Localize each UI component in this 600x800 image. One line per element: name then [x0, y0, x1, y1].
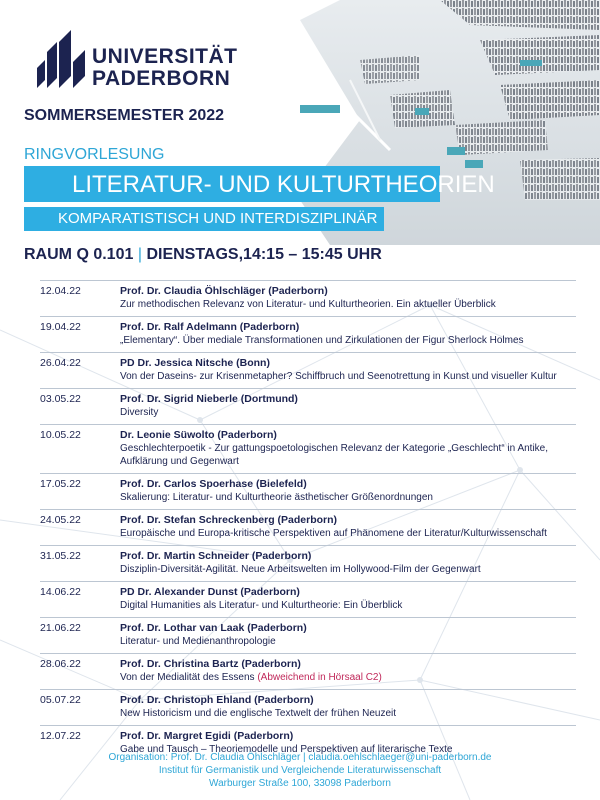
- talk-row: [40, 581, 576, 617]
- talk-speaker: Prof. Dr. Claudia Öhlschläger (Paderborn): [120, 285, 328, 297]
- talk-date: 14.06.22: [40, 586, 81, 598]
- room-time-line: [24, 246, 382, 264]
- main-title: LITERATUR- UND KULTURTHEORIEN: [72, 171, 495, 198]
- talk-speaker: Prof. Dr. Lothar van Laak (Paderborn): [120, 622, 307, 634]
- semester-label: SOMMERSEMESTER 2022: [24, 107, 225, 124]
- footer-organisation: Organisation: Prof. Dr. Claudia Öhlschläger | claudia.oehlschlaeger@uni-paderborn.de: [108, 752, 492, 763]
- talk-title: Diversity: [120, 407, 159, 418]
- talk-title: Skalierung: Literatur- und Kulturtheorie ästhetischer Größenordnungen: [120, 492, 433, 503]
- talk-title: Geschlechterpoetik - Zur gattungspoetologischen Relevanz der Kategorie „Geschlecht“ in Antike, Aufklärung und Gegenwart: [120, 443, 549, 467]
- talk-row: [40, 545, 576, 581]
- subtitle: KOMPARATISTISCH UND INTERDISZIPLINÄR: [58, 210, 378, 227]
- talk-speaker: Prof. Dr. Sigrid Nieberle (Dortmund): [120, 393, 298, 405]
- subtitle-band: [24, 207, 384, 231]
- talk-title: Europäische und Europa-kritische Perspektiven auf Phänomene der Literatur/Kulturwissenschaft: [120, 528, 547, 539]
- talk-speaker: Prof. Dr. Christoph Ehland (Paderborn): [120, 694, 314, 706]
- talk-title: Gabe und Tausch – Theoriemodelle und Perspektiven auf literarische Texte: [120, 744, 453, 755]
- talk-row: [40, 617, 576, 653]
- talk-title: Disziplin-Diversität-Agilität. Neue Arbeitswelten im Hollywood-Film der Gegenwart: [120, 564, 481, 575]
- talk-date: 21.06.22: [40, 622, 81, 634]
- talk-title: New Historicism und die englische Textwelt der frühen Neuzeit: [120, 708, 397, 719]
- series-label: RINGVORLESUNG: [24, 146, 165, 163]
- talk-speaker: Prof. Dr. Christina Bartz (Paderborn): [120, 658, 301, 670]
- footer-address: Warburger Straße 100, 33098 Paderborn: [209, 778, 391, 789]
- talk-title: „Elementary“. Über mediale Transformationen und Zirkulationen der Figur Sherlock Holmes: [120, 335, 524, 346]
- talk-row: [40, 473, 576, 509]
- talk-title-with-note: [120, 671, 576, 684]
- talk-title: Literatur- und Medienanthropologie: [120, 636, 276, 647]
- talk-date: 17.05.22: [40, 478, 81, 490]
- talk-row: [40, 509, 576, 545]
- talk-title: Von der Medialität des Essens: [120, 672, 255, 683]
- talk-date: 12.07.22: [40, 730, 81, 742]
- talk-speaker: Prof. Dr. Martin Schneider (Paderborn): [120, 550, 312, 562]
- talk-speaker: PD Dr. Jessica Nitsche (Bonn): [120, 357, 270, 369]
- talk-date: 05.07.22: [40, 694, 81, 706]
- university-name: [92, 46, 238, 90]
- talk-row: [40, 424, 576, 473]
- room-label: RAUM Q 0.101: [24, 246, 134, 263]
- main-title-band: [24, 166, 495, 202]
- talk-row: [40, 316, 576, 352]
- room-separator: |: [137, 246, 142, 263]
- university-name-line1: UNIVERSITÄT: [92, 45, 238, 68]
- talk-speaker: Prof. Dr. Stefan Schreckenberg (Paderborn): [120, 514, 338, 526]
- talk-row: [40, 388, 576, 424]
- talk-date: 19.04.22: [40, 321, 81, 333]
- talk-date: 26.04.22: [40, 357, 81, 369]
- talk-speaker: PD Dr. Alexander Dunst (Paderborn): [120, 586, 300, 598]
- talk-row: [40, 280, 576, 316]
- talk-row: [40, 653, 576, 689]
- talk-date: 03.05.22: [40, 393, 81, 405]
- talk-title: Von der Daseins- zur Krisenmetapher? Schiffbruch und Seenotrettung in Kunst und visueller Kultur: [120, 371, 557, 382]
- talk-date: 28.06.22: [40, 658, 81, 670]
- talk-room-note: (Abweichend in Hörsaal C2): [257, 672, 382, 683]
- footer-institute: Institut für Germanistik und Vergleichende Literaturwissenschaft: [158, 765, 442, 776]
- talk-date: 12.04.22: [40, 285, 81, 297]
- time-label: DIENSTAGS,14:15 – 15:45 UHR: [146, 246, 382, 263]
- university-name-line2: PADERBORN: [92, 67, 231, 90]
- talk-speaker: Dr. Leonie Süwolto (Paderborn): [120, 429, 277, 441]
- talk-row: [40, 689, 576, 725]
- talk-date: 10.05.22: [40, 429, 81, 441]
- talk-title: Zur methodischen Relevanz von Literatur- und Kulturtheorien. Ein aktueller Überblick: [120, 299, 496, 310]
- talk-schedule: [40, 280, 576, 761]
- talk-row: [40, 352, 576, 388]
- talk-date: 31.05.22: [40, 550, 81, 562]
- talk-speaker: Prof. Dr. Ralf Adelmann (Paderborn): [120, 321, 300, 333]
- university-logo-icon: [37, 30, 85, 90]
- talk-speaker: Prof. Dr. Carlos Spoerhase (Bielefeld): [120, 478, 307, 490]
- talk-speaker: Prof. Dr. Margret Egidi (Paderborn): [120, 730, 294, 742]
- talk-title: Digital Humanities als Literatur- und Kulturtheorie: Ein Überblick: [120, 600, 403, 611]
- footer: [0, 751, 600, 790]
- talk-date: 24.05.22: [40, 514, 81, 526]
